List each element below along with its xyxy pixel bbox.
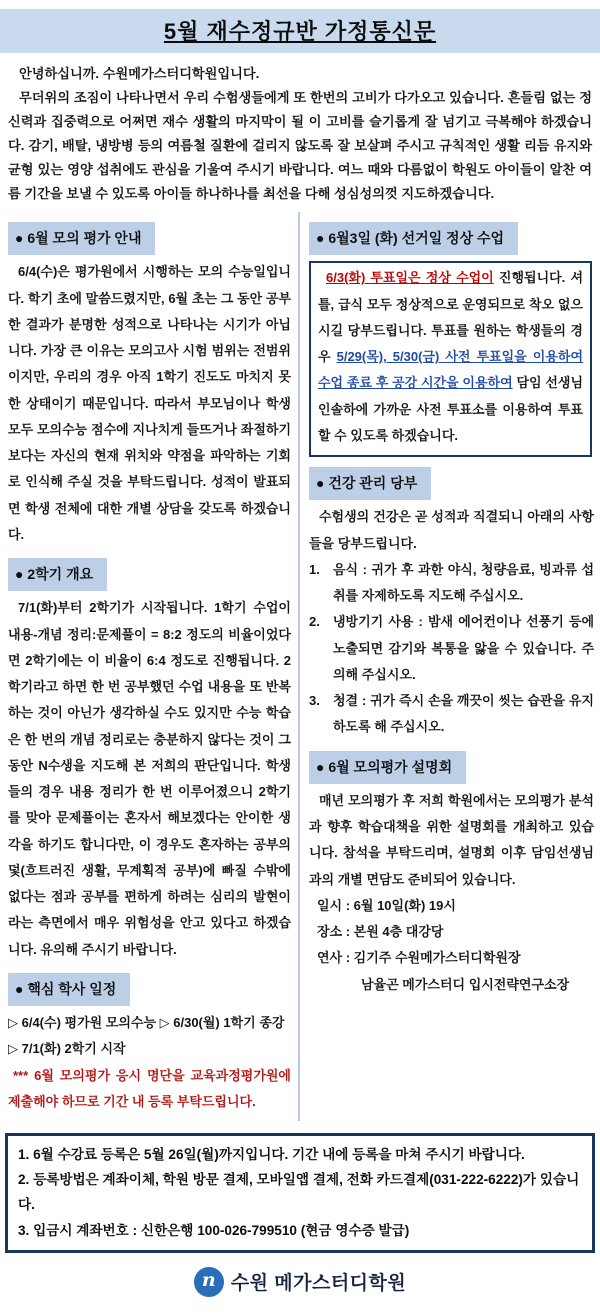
election-paragraph [318, 265, 583, 449]
health-item-number: 1. [309, 561, 320, 577]
schedule-line-1: ▷ 6/4(수) 평가원 모의수능 ▷ 6/30(월) 1학기 종강 [8, 1015, 285, 1031]
seminar-body: 매년 모의평가 후 저희 학원에서는 모의평가 분석과 향후 학습대책을 위한 설명회를 개최하고 있습니다. 참석을 부탁드리며, 설명회 이후 담임선생님과의 개별 면담도 준비되어 있습니다. [309, 792, 594, 887]
election-text-4: 담임 선생님 인솔하에 가까운 사전 투표소를 이용하여 투표할 수 있도록 하겠습니다. [318, 375, 584, 443]
footer [0, 1267, 600, 1297]
seminar-speaker-1: 연사 : 김기주 수원메가스터디학원장 [317, 950, 521, 966]
payment-line: 3. 입금시 계좌번호 : 신한은행 100-026-799510 (현금 영수증 발급) [18, 1222, 410, 1238]
columns-container [6, 212, 594, 1121]
health-item-text: 냉방기기 사용 : 밤새 에어컨이나 선풍기 등에 노출되면 감기와 복통을 앓을 수 있습니다. 주의해 주십시오. [333, 614, 594, 682]
health-intro: 수험생의 건강은 곧 성적과 직결되니 아래의 사항들을 당부드립니다. [309, 509, 594, 551]
health-item-text: 음식 : 귀가 후 과한 야식, 청량음료, 빙과류 섭취를 자제하도록 지도해 주십시오. [333, 561, 594, 604]
right-column [300, 212, 594, 1121]
health-item [309, 557, 594, 610]
logo-n-glyph: n [201, 1269, 216, 1292]
section-heading-election: ● 6월3일 (화) 선거일 정상 수업 [309, 222, 518, 255]
intro-greeting: 안녕하십니까. 수원메가스터디학원입니다. [19, 66, 260, 81]
election-blue-text: 5/29(목), 5/30(금) 사전 투표일을 이용하여 수업 종료 후 공강 시간을 이용하여 [318, 349, 583, 391]
semester2-body: 7/1(화)부터 2학기가 시작됩니다. 1학기 수업이 내용-개념 정리:문제풀이 = 8:2 정도의 비율이었다면 2학기에는 이 비율이 6:4 정도로 진행됩니다. 2학기라고 하면 한 번 공부했던 수업 내용을 또 반복하는 것이 아닌가 생각하실 수도 있지만 수능 학습은 한 번의 개념 정리로는 충분하지 않다는 것이 그 동안 N수생을 지도해 본 저희의 판단입니다. 학생들의 경우 내용 정리가 한 번 이루어졌으니 2학기를 맞아 문제풀이는 혼자서 해보겠다는 안이한 생각을 하기도 합니다만, 이 경우도 혼자하는 공부의 덫(흐트러진 생활, 무계획적 공부)에 빠질 수밖에 없다는 점과 공부를 편하게 하려는 심리의 발현이라는 측면에서 매우 위험성을 안고 있다고 하겠습니다. 유의해 주시기 바랍니다. [8, 600, 291, 957]
academy-name: 수원 메가스터디학원 [230, 1273, 407, 1295]
intro-section [8, 62, 592, 206]
page-title: 5월 재수정규반 가정통신문 [163, 19, 437, 44]
health-item-number: 2. [309, 614, 320, 630]
payment-line: 1. 6월 수강료 등록은 5월 26일(월)까지입니다. 기간 내에 등록을 마쳐 주시기 바랍니다. [18, 1147, 525, 1163]
megastudy-logo-icon [194, 1267, 224, 1297]
section-heading-health: ● 건강 관리 당부 [309, 467, 431, 500]
election-notice-box [309, 261, 592, 457]
seminar-speaker-2: 남율곤 메가스터디 입시전략연구소장 [361, 976, 570, 992]
health-item-text: 청결 : 귀가 즉시 손을 깨끗이 씻는 습관을 유지하도록 해 주십시오. [333, 693, 594, 735]
election-red-text: 6/3(화) 투표일은 정상 수업이 [326, 270, 494, 286]
health-item [309, 609, 594, 688]
election-text-2: 진행됩니다. 셔틀, 급식 모두 정상적으로 운영되므로 착오 없으시길 당부드립니다. 투표를 원하는 학생들의 경우 [318, 270, 583, 365]
section-heading-seminar: ● 6월 모의평가 설명회 [309, 751, 466, 784]
mock-exam-body: 6/4(수)은 평가원에서 시행하는 모의 수능일입니다. 학기 초에 말씀드렸지만, 6월 초는 그 동안 공부한 결과가 분명한 성적으로 나타나는 시기가 아닙니다. 가장 큰 이유는 모의고사 시험 범위는 전범위이지만, 우리의 경우 아직 1학기 진도도 마치지 못한 상태이기 때문입니다. 따라서 부모님이나 학생 모두 모의수능 점수에 지나치게 들뜨거나 좌절하기보다는 자신의 현재 위치와 약점을 파악하는 기회로 인식해 주실 것을 부탁드립니다. 성적이 발표되면 학생 전체에 대한 개별 상담을 갖도록 하겠습니다. [8, 264, 291, 542]
title-bar [0, 9, 600, 53]
seminar-datetime: 일시 : 6월 10일(화) 19시 [317, 897, 456, 913]
payment-notice-box [5, 1133, 595, 1253]
health-item-number: 3. [309, 693, 320, 709]
health-list [309, 557, 594, 741]
section-heading-schedule: ● 핵심 학사 일정 [8, 973, 130, 1006]
section-heading-mock-exam: ● 6월 모의 평가 안내 [8, 222, 155, 255]
intro-body: 무더위의 조짐이 나타나면서 우리 수험생들에게 또 한번의 고비가 다가오고 있습니다. 흔들림 없는 정신력과 집중력으로 어쩌면 재수 생활의 마지막이 될 이 고비를 슬기롭게 잘 넘기고 극복해야 하겠습니다. 감기, 배탈, 냉방병 등의 여름철 질환에 걸리지 않도록 잘 보살펴 주시고 규칙적인 생활 리듬 유지와 균형 있는 영양 섭취에도 관심을 기울여 주시기 바랍니다. 여느 때와 다름없이 학원도 아이들이 알찬 여름 기간을 보낼 수 있도록 아이들 하나하나를 최선을 다해 성심성의껏 지도하겠습니다. [8, 90, 592, 202]
seminar-place: 장소 : 본원 4층 대강당 [317, 924, 444, 940]
health-item [309, 688, 594, 741]
payment-line: 2. 등록방법은 계좌이체, 학원 방문 결제, 모바일앱 결제, 전화 카드결제(031-222-6222)가 있습니다. [18, 1172, 580, 1213]
left-column [6, 212, 300, 1121]
section-heading-semester2: ● 2학기 개요 [8, 558, 107, 591]
schedule-line-2: ▷ 7/1(화) 2학기 시작 [8, 1041, 126, 1057]
schedule-red-notice: *** 6월 모의평가 응시 명단을 교육과정평가원에 제출해야 하므로 기간 내 등록 부탁드립니다. [8, 1067, 291, 1109]
